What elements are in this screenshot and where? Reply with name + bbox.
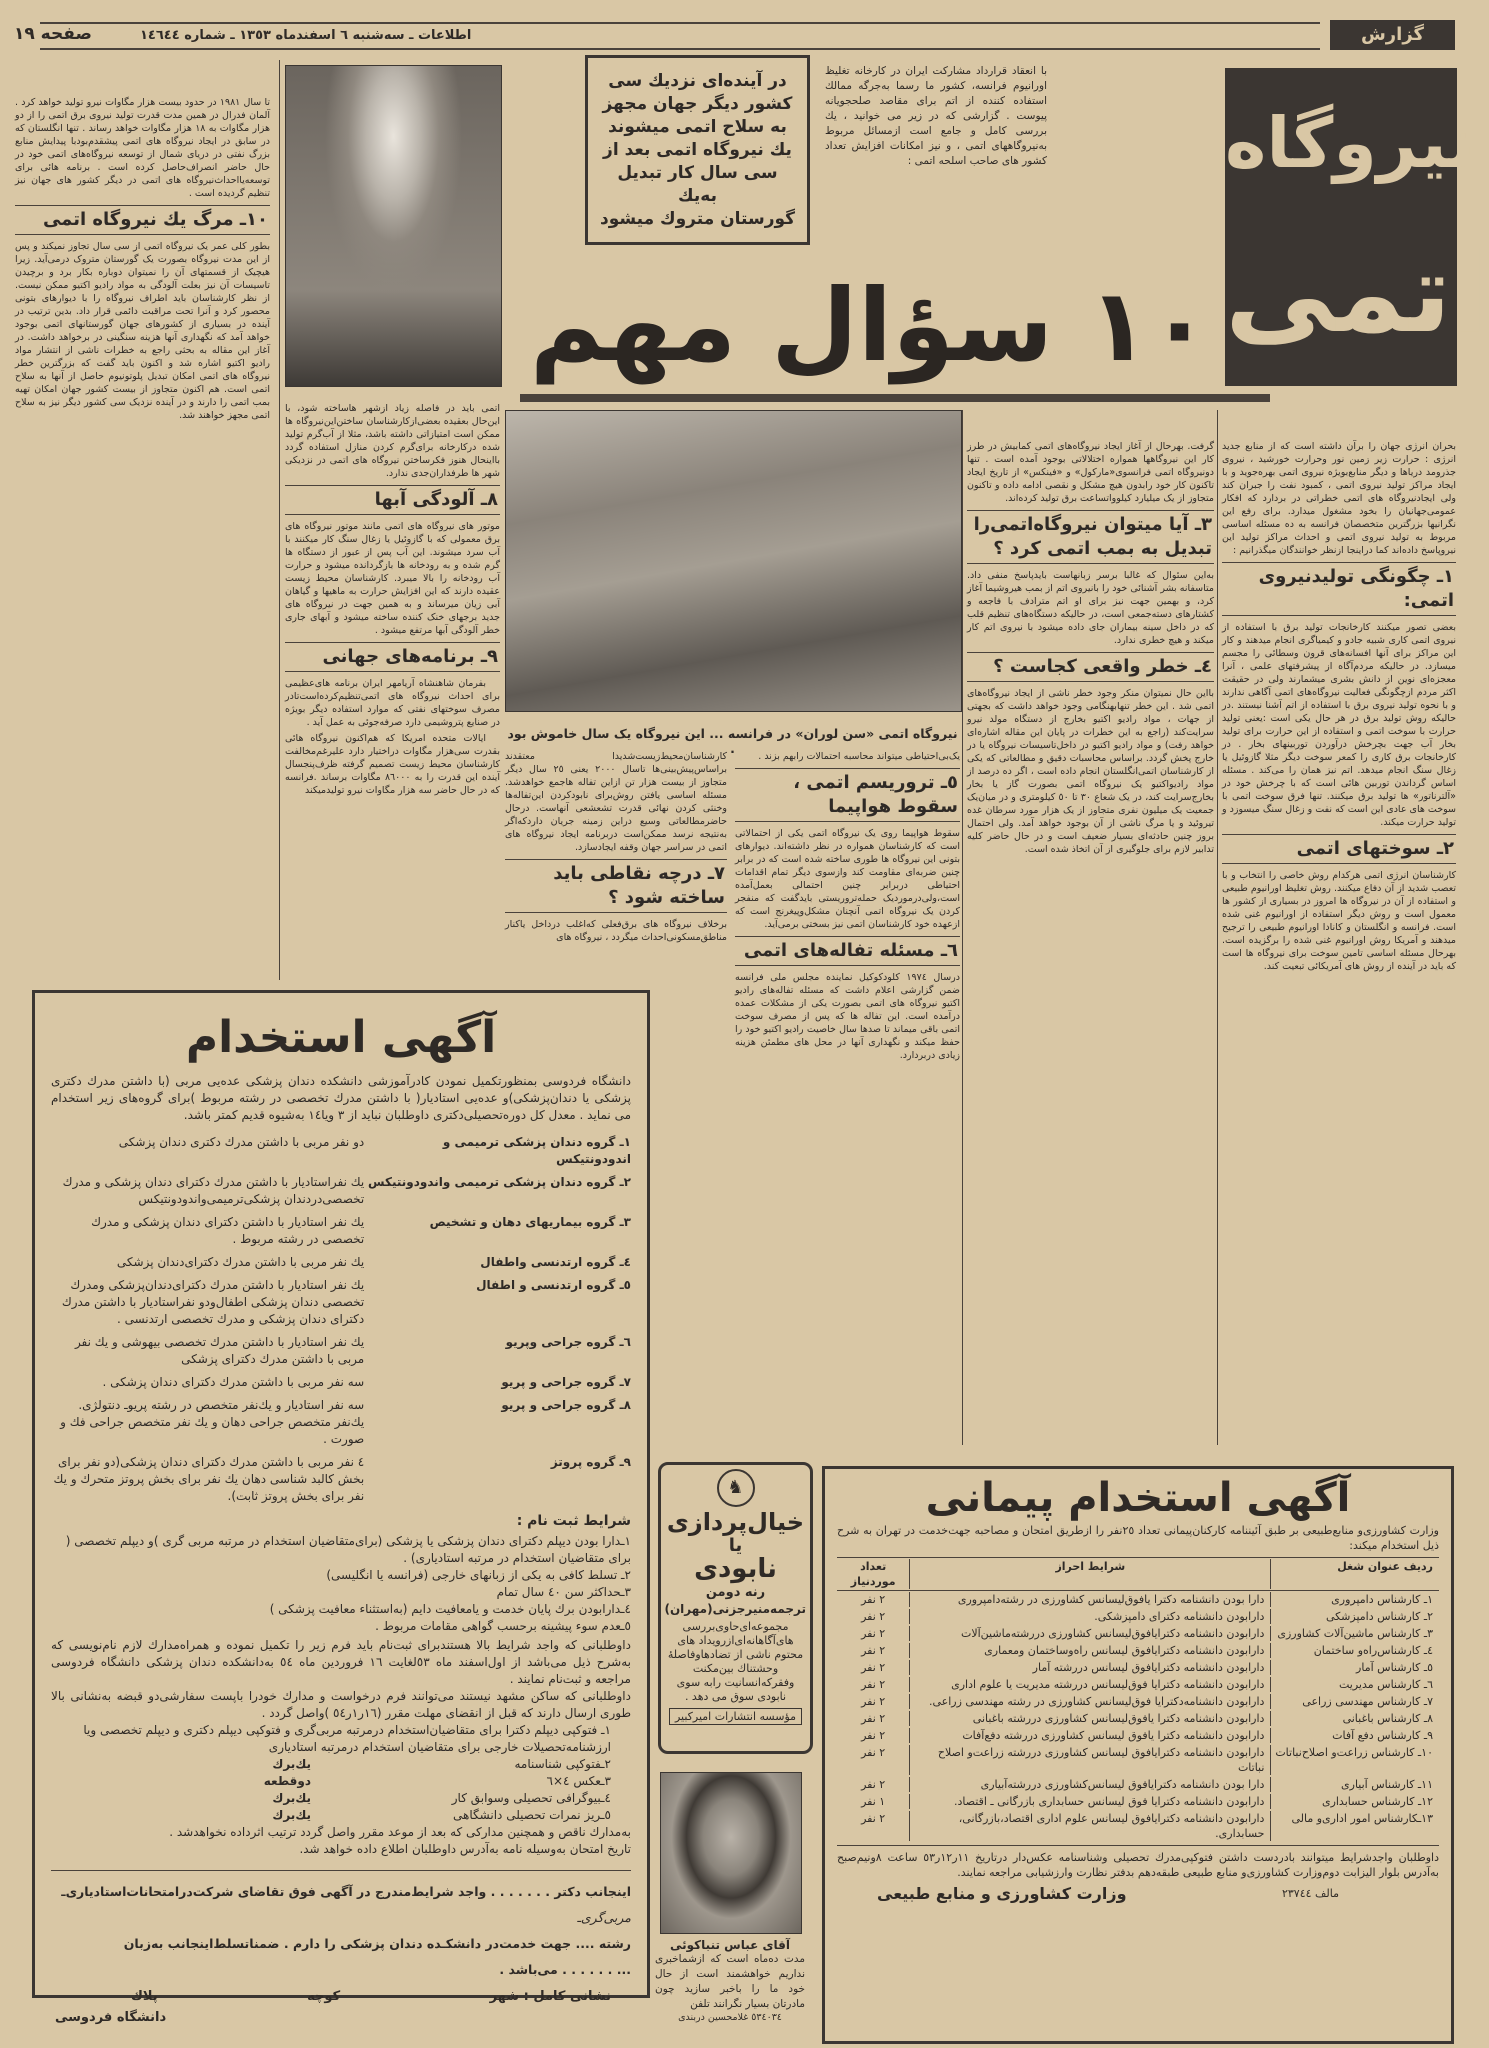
article-text: یک‌بی‌احتیاطی میتواند محاسبه احتمالات رابهم بزند .: [758, 751, 960, 762]
group-name: ٨ـ گروه جراحی و پریو: [501, 1398, 631, 1412]
job-count: ٢ نفر: [861, 1695, 886, 1708]
group-row: [51, 1454, 631, 1505]
column-header-job: ردیف عنوان شغل: [1270, 1559, 1439, 1589]
job-title: ٥ـ کارشناس آمار: [1270, 1660, 1439, 1675]
power-plant-photo: [505, 410, 962, 712]
group-requirement: سه نفر استادیار و یك‌نفر متخصص در رشته پریوـ دنتولژی. یك‌نفر متخصص جراحی دهان و یك نفر متخصص جراحی فك و صورت .: [60, 1398, 365, 1446]
article-text: گرفت. بهرحال از آغاز ایجاد نیروگاه‌های اتمی کمابیش در طرز کار این نیروگاهها همواره اختلالاتی بوجود آمده است . تنها دونیروگاه اتمی فرانسوی«مارکول» و «فینکس» از تاریخ ایجاد تاکنون کار خود رابدون هیچ مشکل و نقصی ادامه داده و تاکنون متجاوز از یک میلیارد کیلوواتساعت برق تولید کرده‌اند.: [967, 441, 1214, 504]
group-name: ٩ـ گروه پروتز: [550, 1455, 631, 1469]
group-name: ٧ـ گروه جراحی و پریو: [501, 1375, 631, 1389]
article-text: کارشناسان‌محیط‌زیست‌شدیدا معتقدند براساس‌پیش‌بینی‌ها تاسال ٢٠٠٠ یعنی ٢٥ سال دیگر متجاوز از بیست هزار تن ازاین تفاله هاجمع خواهدشد. مسئله اساسی یافتن روش‌برای نابودکردن این‌تفاله‌ها وخنثی کردن نهائی قدرت تشعشعی آنهاست. درحال حاضرمطالعاتی وسیع دراین زمینه جریان داردکه‌اگر به‌نتیجه نرسد ممکن‌است دربرنامه ایجاد نیروگاه های اتمی در سراسر جهان وقفه ایجادسازد.: [505, 751, 727, 853]
job-requirement: دارابودن دانشنامه دکترا یافوق‌لیسانس کشاورزی دررشته باغبانی: [909, 1711, 1270, 1726]
job-requirement: دارابودن دانشنامه دکترای دامپزشکی.: [909, 1609, 1270, 1624]
job-title: ٤ـ کارشناس‌راه‌و ساختمان: [1270, 1643, 1439, 1658]
paragraph: بفرمان شاهنشاه آریامهر ایران برنامه های‌عظیمی برای احداث نیروگاه های اتمی‌تنظیم‌کرده‌است‌تادر مصرف سوختهای نفتی که موارد استفاده دیگر بویژه در صنایع پتروشیمی دارد صرفه‌جوئی به عمل آید .: [285, 678, 500, 728]
table-row: [837, 1608, 1439, 1625]
quote-line: گورستان متروك میشود: [599, 209, 796, 229]
document-quantity: دوقطعه: [263, 1774, 311, 1788]
document-item: [51, 1756, 631, 1773]
quote-line: یك نیروگاه اتمی بعد از: [603, 140, 792, 160]
document-quantity: یك‌برك: [272, 1757, 311, 1771]
table-row: [837, 1659, 1439, 1676]
column-divider: [279, 60, 280, 980]
group-requirement: ٤ نفر مربی با داشتن مدرك دکترای دندان پزشکی(دو نفر برای بخش کالبد شناسی دهان یك نفر برای بخش پروتز متحرك و یك نفر برای بخش پروتز ثابت).: [53, 1455, 365, 1503]
book-title: خیال‌پردازی: [666, 1508, 805, 1536]
table-row: [837, 1727, 1439, 1744]
ad-paragraph: داوطلبانی که واجد شرایط بالا هستندبرای ثبت‌نام باید فرم زیر را تکمیل نموده و همراه‌مدارك لازم نام‌نویسی که به‌شرح ذیل می‌باشد از اول‌اسفند ماه ٥٣لغایت ١٦ فروردین ماه ٥٤ به‌دانشکده دندان پزشکی دانشگاه فردوسی مراجعه و ثبت‌نام نمایند .: [51, 1638, 631, 1686]
job-count: ١ نفر: [861, 1795, 886, 1808]
job-requirement: دارابودن دانشنامه دکترا یافوق لیسانس کشاورزی دررشته دفع‌آفات: [909, 1728, 1270, 1743]
form-line[interactable]: اینجانب دکتر . . . . . . . واجد شرایط‌مندرج در آگهی فوق تقاضای شرکت‌درامتحانات‌استادیاری‌ـ: [61, 1884, 631, 1899]
condition-item: ١ـدارا بودن دیپلم دکترای دندان پزشکی یا پزشکی (برای‌متقاضیان استخدام در مرتبه مربی گری )و دیپلم تخصصی ( برای متقاضیان استخدام در مرتبه استادیاری) .: [65, 1534, 631, 1565]
ad-signature: دانشگاه فردوسی: [55, 2010, 167, 2025]
ferdowsi-job-ad: [32, 990, 650, 2004]
document-name: ٥ـریز نمرات تحصیلی دانشگاهی: [453, 1808, 611, 1822]
job-title: ١٣ـکارشناس امور اداری‌و مالی: [1270, 1811, 1439, 1841]
section-heading-4: ٤ـ خطر واقعی کجاست ؟: [967, 652, 1214, 682]
article-text: اتمی باید در فاصله زیاد ازشهر هاساخته شود، با این‌حال بعقیده بعضی‌از‌کارشناسان ساختن‌این‌نیروگاه ها ممکن است امتیازاتی داشته باشد، مثلا از آب‌گرم تولید شده درکارخانه برای‌گرم کردن منازل استفاده گردد بااینحال هنوز فکرساختن نیروگاه های اتمی در نزدیکی شهر ها طرفداران‌جدی ندارد.: [285, 403, 500, 479]
article-text: موتور های نیروگاه های اتمی مانند موتور نیروگاه های برق معمولی که با گازوئیل یا زغال سنگ کار میکنند با آب سرد میشوند. این آب پس از عبور از دستگاه ها گرم شده و به رودخانه ها بازگردانده میشود و حرارت آب رودخانه را بالا میبرد. کارشناسان محیط زیست عقیده دارند که این افزایش حرارت به ماهیها و گیاهان آبی زیان میرساند و به همین جهت در نیروگاه های جدید برجهای خنک کننده ساخته میشود و آبهای جاری خطر آلودگی آبها مرتفع میشود .: [285, 521, 500, 636]
table-row: [837, 1810, 1439, 1842]
document-item: [51, 1722, 631, 1756]
book-title: نابودی: [694, 1554, 777, 1584]
ad-signature: وزارت کشاورزی و منابع طبیعی: [877, 1884, 1127, 1903]
group-row: [51, 1134, 631, 1168]
book-author: رنه دومن: [705, 1585, 766, 1600]
address-city-field[interactable]: نشانی کامل : شهر: [489, 1989, 611, 2004]
group-requirement: یك نفر مربی با داشتن مدرك دکترای‌دندان پزشکی: [116, 1255, 365, 1269]
condition-item: ٢ـ تسلط کافی به یکی از زبانهای خارجی (فرانسه یا انگلیسی): [326, 1568, 631, 1582]
table-row: [837, 1591, 1439, 1608]
document-name: ٢ـفتوکپی شناسنامه: [514, 1757, 611, 1771]
table-row: [837, 1625, 1439, 1642]
document-quantity: یك‌برك: [272, 1791, 311, 1805]
article-text: سقوط هواپیما روی یک نیروگاه اتمی یکی از احتمالاتی است که کارشناسان همواره در نظر داشته‌اند. دیوارهای بتونی این نیروگاه ها طوری ساخته شده است که در برابر چنین ضربه‌ای مقاومت کند وازسوی دیگر تمام اقدامات احتیاطی دربرابر چنین احتمالی بعمل‌آمده است،ولی‌درمورد‌یک حمله‌تروریستی بایدگفت که منفجر کردن یک نیروگاه اتمی آنچنان مشکل‌وپیغرنج است که ازعهده خود کارشناسان اتمی نیز بسختی برمی‌آید.: [735, 828, 960, 930]
conditions-heading: شرایط ثبت نام :: [516, 1513, 631, 1529]
group-row: [51, 1374, 631, 1391]
job-requirement: دارابودن دانشنامه دکترایا فوق لیسانس حسابداری بازرگانی ـ اقتصاد.: [909, 1794, 1270, 1809]
ad-intro: دانشگاه فردوسی بمنظورتکمیل نمودن کادرآموزشی دانشکده دندان پزشکی عده‌یی مربی (با داشتن مدرك دکتری پزشکی یا دندان‌پزشکی)و عده‌یی استادیار( با داشتن مدرك تخصصی در رشته مربوط )برای گروه‌های زیر استخدام می نماید . معدل کل دوره‌تحصیلی‌دکتری داوطلبان نباید از ٣ ویا١٤ به‌شیوه قدیم کمتر باشد.: [51, 1074, 631, 1122]
documents-list: [51, 1722, 631, 1824]
group-name: ٣ـ گروه بیماریهای دهان و تشخیص: [429, 1215, 631, 1229]
ad-paragraph: تاریخ امتحان به‌وسیله نامه به‌آدرس داوطلبان اطلاع داده خواهد شد.: [299, 1842, 631, 1856]
section-heading-7: ٧ـ درچه نقاطی باید ساخته شود ؟: [505, 859, 727, 913]
job-count: ٢ نفر: [861, 1778, 886, 1791]
group-requirement: یك نفر استادیار با داشتن مدرك دکترای‌دندان‌پزشکی ومدرك تخصصی دندان پزشکی اطفال‌ودو نفراستادیار با داشتن مدرك دکترای دندان پزشکی و مدرك تخصصی ارتدنسی .: [61, 1278, 365, 1326]
section-heading-10: ١٠ـ مرگ یك نیروگاه اتمی: [15, 205, 270, 235]
condition-item: ٣ـحداکثر سن ٤٠ سال تمام: [496, 1585, 631, 1599]
job-requirement: دارابودن دانشنامه دکترایا فوق‌لیسانس دررشته مدیریت یا علوم اداری: [909, 1677, 1270, 1692]
table-row: [837, 1710, 1439, 1727]
job-title: ١ـ کارشناس دامپروری: [1270, 1592, 1439, 1607]
group-row: [51, 1254, 631, 1271]
document-item: [51, 1790, 631, 1807]
headline-subtitle: ١٠ سؤال مهم: [529, 267, 1211, 384]
headline-box: [1225, 68, 1489, 386]
book-description: مجموعه‌ای‌حاوی‌بررسی های‌آگاهانه‌ای‌ازرویداد های محتوم ناشی از تضادهاوفاصلهٔ وحشتناك بین‌مکنت وفقرکه‌انسانیت رابه سوی نابودی سوق می دهد .: [667, 1620, 804, 1703]
address-street-field[interactable]: کوچه: [307, 1989, 341, 2004]
header-rule-bottom: [40, 48, 1320, 50]
job-count: ٢ نفر: [861, 1812, 886, 1825]
job-requirement: دارابودن دانشنامه دکترایافوق لیسانس کشاورزی دررشته زراعت‌و اصلاح نباتات: [909, 1745, 1270, 1775]
section-label: گزارش: [1330, 20, 1455, 50]
job-requirement: دارابودن دانشنامه‌دکترایا فوق‌لیسانس کشاورزی در رشته مهندسی زراعی.: [909, 1694, 1270, 1709]
headline-line1: نیروگاه: [1225, 102, 1476, 184]
column-left: [15, 96, 270, 422]
job-title: ٢ـ کارشناس دامپزشکی: [1270, 1609, 1439, 1624]
ad-groups-list: [51, 1134, 631, 1505]
job-requirement: دارا بودن دانشنامه دکترا یافوق‌لیسانس کشاورزی در رشته‌دامپروری: [909, 1592, 1270, 1607]
mushroom-cloud-photo: [285, 65, 502, 387]
quote-box: [585, 55, 810, 245]
group-name: ٥ـ گروه ارتدنسی و اطفال: [476, 1278, 631, 1292]
column-e: [1222, 440, 1456, 973]
address-plate-field[interactable]: پلاك: [131, 1989, 158, 2004]
group-row: [51, 1334, 631, 1368]
job-title: ١٢ـ کارشناس حسابداری: [1270, 1794, 1439, 1809]
book-title: یا: [728, 1535, 743, 1556]
form-line[interactable]: مربی‌گری‌ـ: [577, 1910, 631, 1925]
article-text: کارشناسان انرژی اتمی هرکدام روش خاصی را انتخاب و با تعصب شدید از آن دفاع میکنند. روش تغلیظ اورانیوم طبیعی و استفاده از آن در نیروگاه ها امروز در بسیاری از کشور ها معمول است و روش دیگر استفاده از اورانیوم غنی شده است. فرانسه و انگلستان و کانادا اورانیوم طبیعی را ترجیح میدهند و آمریکا روش اورانیوم غنی شده را برگزیده است. بهرحال مسئله اساسی تامین سوخت برای نیروگاه ها است که باید در آینده از روش های آمریکائی تبعیت کند.: [1222, 870, 1456, 972]
group-name: ٤ـ گروه ارتدنسی واطفال: [480, 1255, 631, 1269]
form-line[interactable]: ... . . . . . . می‌باشد .: [499, 1962, 631, 1977]
group-requirement: یك نفراستادیار با داشتن مدرك دکترای دندان پزشکی و مدرك تخصصی‌دردندان پزشکی‌ترمیمی‌واندودونتیکس: [62, 1175, 365, 1206]
article-text: برخلاف نیروگاه های برق‌فعلی که‌اغلب درداخل یاکنار مناطق‌مسکونی‌احداث میگردد ، نیروگاه های: [505, 919, 727, 943]
job-title: ١١ـ کارشناس آبیاری: [1270, 1777, 1439, 1792]
dateline: اطلاعات ـ سه‌شنبه ٦ اسفندماه ١٣٥٣ ـ شماره ١٤٦٤٤: [140, 28, 472, 43]
notice-text: مدت ده‌ماه است که ازشماخبری نداریم خواهشمند است از حال خود ما را باخبر سازید چون مادرتان بسیار نگرانند تلفن: [655, 1953, 805, 2010]
section-heading-5: ٥ـ تروریسم اتمی ، سقوط هواپیما: [735, 768, 960, 822]
column-d: [967, 440, 1214, 856]
article-text: درسال ١٩٧٤ کلودکوکیل نماینده مجلس ملی فرانسه ضمن گزارشی اعلام داشت که مسئله تفاله‌های رادیو اکتیو نیروگاه های اتمی بصورت یکی از مشکلات عمده درآمده است. این تفاله ها که پس از مصرف سوخت اتمی باقی میماند تا صدها سال خاصیت رادیو اکتیو خود را حفظ میکند و نگهداری آنها در محل های مطمئن هزینه زیادی دربردارد.: [735, 972, 960, 1061]
group-name: ٢ـ گروه دندان پزشکی ترمیمی واندودونتیکس: [368, 1175, 631, 1189]
column-header-requirements: شرایط احراز: [909, 1559, 1270, 1589]
quote-line: در آینده‌ای نزدیك سی: [608, 71, 787, 91]
table-row: [837, 1676, 1439, 1693]
section-heading-3: ٣ـ آیا میتوان نیروگاه‌اتمی‌را تبدیل به بمب اتمی کرد ؟: [967, 510, 1214, 564]
table-row: [837, 1744, 1439, 1776]
group-row: [51, 1277, 631, 1328]
column-header-count: تعداد موردنیاز: [850, 1560, 896, 1588]
table-row: [837, 1793, 1439, 1810]
section-heading-2: ٢ـ سوختهای اتمی: [1222, 834, 1456, 864]
job-count: ٢ نفر: [861, 1678, 886, 1691]
document-item: [51, 1807, 631, 1824]
table-header: [837, 1557, 1439, 1591]
ad-paragraph: به‌مدارك ناقص و همچنین مدارکی که بعد از موعد مقرر واصل گردد ترتیب اثرداده نخواهدشد .: [169, 1825, 631, 1839]
notice-signature: ٥٣٤٠٣٤ غلامحسین دربندی: [678, 2012, 782, 2023]
table-row: [837, 1776, 1439, 1793]
group-requirement: یك نفر استادیار با داشتن دکترای دندان پزشکی و مدرك تخصصی در رشته مربوط .: [91, 1215, 365, 1246]
document-name: ٣ـعکس ٤×٦: [546, 1774, 611, 1788]
section-heading-8: ٨ـ آلودگی آبها: [285, 485, 500, 515]
group-requirement: دو نفر مربی با داشتن مدرك دکتری دندان پزشکی: [118, 1135, 365, 1149]
section-heading-6: ٦ـ مسئله تفاله‌های اتمی: [735, 936, 960, 966]
job-title: ٩ـ کارشناس دفع آفات: [1270, 1728, 1439, 1743]
jobs-table: [837, 1591, 1439, 1842]
intro-text: با انعقاد قرارداد مشارکت ایران در کارخانه تغلیظ اورانیوم فرانسه، کشور ما رسما به‌جرگه ممالك استفاده کننده از اتم برای مقاصد صلحجویانه پیوست . گزارشی که در زیر می خوانید ، یك بررسی کامل و جامع است ازمسائل مربوط به‌نیروگاههای اتمی ، و نیز امکانات افزایش تعداد کشور های صاحب اسلحه اتمی :: [825, 65, 1047, 167]
job-title: ٣ـ کارشناس ماشین‌آلات کشاورزی: [1270, 1626, 1439, 1641]
column-photo: [285, 402, 500, 800]
job-count: ٢ نفر: [861, 1593, 886, 1606]
document-quantity: یك‌برك: [272, 1808, 311, 1822]
section-heading-9: ٩ـ برنامه‌های جهانی: [285, 642, 500, 672]
article-text: بطور کلی عمر یک نیروگاه اتمی از سی سال تجاوز نمیکند و پس از این مدت نیروگاه بصورت یک گورستان متروک درمی‌آید. زیرا هیچیک از قسمتهای آن را نمیتوان دوباره بکار برد و برچیدن تاسیسات آن نیز بعلت آلودگی به مواد رادیو اکتیو ممکن نیست. از نظر کارشناسان باید اطراف نیروگاه را با دیوارهای بتونی محصور کرد و آنرا تحت مراقبت دائمی قرار داد. بدین ترتیب در آینده در بسیاری از کشورهای جهان گورستانهای اتمی بوجود خواهد آمد که نگهداری آنها هزینه سنگینی در برخواهد داشت. در آغاز این مقاله به بحثی راجع به خطرات ناشی از انتشار مواد رادیو اکتیو اشاره شد و اکنون باید گفت که بزرگترین خطر نیروگاه های اتمی امکان تبدیل پلوتونیوم حاصل از آنها به سلاح اتمی است. هم اکنون متجاوز از بیست کشور جهان امکان تهیه بمب اتمی را دارند و در آینده نزدیک سی کشور دیگر نیز به سلاح اتمی مجهز خواهند شد.: [15, 241, 270, 421]
job-title: ٨ـ کارشناس باغبانی: [1270, 1711, 1439, 1726]
article-lead: بحران انرژی جهان را برآن داشته است که از منابع جدید انرژی : حرارت زیر زمین نور وحرارت خورشید ، نیروی جذرومد دریاها و دیگر منابع‌بویژه نیروی اتمی بهره‌جوید و با ایجاد مراکز تولید نیروی اتمی ، کمبود نفت را جبران کند ولی ایجادنیروگاه های اتمی خطراتی در بردارد که افکار عمومی‌جهانیان را بخود مشغول میدارد. برای رفع این نگرانیها بزرگترین متخصصان فرانسه به ده مسئله اساسی مربوط به تولید نیروی اتمی و احداث مراکز تولید این نیروپاسخ داده‌اند کما دراینجا ازنظر خوانندگان میگذرانیم :: [1222, 441, 1456, 556]
headline-underline: [520, 394, 1270, 402]
group-requirement: یك نفر استادیار با داشتن مدرك تخصصی بیهوشی و یك نفر مربی با داشتن مدرك دکترای پزشکی: [74, 1335, 365, 1366]
column-b: [505, 750, 727, 944]
job-requirement: دارابودن دانشنامه دکترایافوق لیسانس دررشته آمار: [909, 1660, 1270, 1675]
column-divider: [962, 410, 963, 1445]
portrait-photo: [660, 1772, 802, 1934]
conditions-list: [51, 1533, 631, 1635]
personal-notice: [655, 1938, 805, 2023]
headline-line2: اتمی: [1225, 229, 1489, 357]
job-count: ٢ نفر: [861, 1644, 886, 1657]
group-row: [51, 1174, 631, 1208]
section-heading-1: ١ـ چگونگی تولیدنیروی اتمی:: [1222, 562, 1456, 616]
article-text: بااین حال نمیتوان منکر وجود خطر ناشی از ایجاد نیروگاه‌های اتمی شد . این خطر تنهابهنگامی وجود خواهد داشت که بجهتی از جهات ، مواد رادیو اکتیو بخارج از دستگاه مولد نیرو سرایت‌کند (راجع به این خطرات در پایان این مقاله اشاره‌ای خواهد رفت) و مواد رادیو اکتیو در داخل‌تاسیسات نیروگاه یا در خارج پخش گردد. براساس محاسبات دقیق و مطالعاتی که یکی از کارشناسان اتمی‌انگلستان انجام داده است ، اگر ده درصد از مواد رادیواکتیو یک نیروگاه اتمی بصورت گاز یا بخار بخارج‌سرایت کند، در یک شعاع ٣٠ تا ٥٠ کیلومتری و در میان‌یک جمعیت یک میلیون نفری متجاوز از یک هزار مورد سرطان غده تیروئید و یا مرگ ناشی از آن بوجود خواهد آمد. ولی احتمال بروز چنین حادثه‌ای بسیار ضعیف است و در حال حاضر کلیه تدابیر لازم برای جلوگیری از آن اتخاذ شده است.: [967, 688, 1214, 855]
ad-footer: داوطلبان واجدشرایط میتوانند بادردست داشتن فتوکپی‌مدرك تحصیلی وشناسنامه عکس‌دار درتاریخ ١١ر١٢ر٥٣ ساعت ٨ونیم‌صبح به‌آدرس بلوار الیزابت دوم‌وزارت کشاورزی‌و منابع طبیعی طبقه‌دهم بدفتر نظارت وارزشیابی مراجعه نمایند.: [837, 1845, 1439, 1880]
job-count: ٢ نفر: [861, 1627, 886, 1640]
book-translator: ترجمه‌منیرجزنی(مهران): [664, 1602, 806, 1616]
ad-title: آگهی استخدام پیمانی: [925, 1475, 1351, 1521]
page-number: صفحه ١٩: [14, 24, 92, 44]
column-divider: [1217, 410, 1218, 1445]
group-name: ٦ـ گروه جراحی وپریو: [505, 1335, 631, 1349]
group-name: ١ـ گروه دندان پزشکی ترمیمی و اندودونتیکس: [442, 1135, 631, 1166]
column-c: [735, 750, 960, 1062]
article-text: تا سال ١٩٨١ در حدود بیست هزار مگاوات نیرو تولید خواهد کرد . آلمان فدرال در همین مدت قدرت تولید نیروی برق اتمی را از دو هزار مگاوات به ١٨ هزار مگاوات خواهد رساند . تنها انگلستان که در سابق در ایجاد نیروگاه های اتمی پیشقدم‌بودبا پیدایش منابع بزرگ نفتی در دریای شمال از توسعه نیروگاه‌های اتمی خود در حال حاضر انصراف‌حاصل کرده است . برنامه هائی برای توسعه‌یااحداث‌نیروگاه های اتمی در دیگر کشور های جهان نیز تنظیم گردیده است .: [15, 97, 270, 199]
job-requirement: دارابودن دانشنامه دکترایافوق لیسانس علوم اداری اقتصاد،بازرگانی، حسابداری.: [909, 1811, 1270, 1841]
job-count: ٢ نفر: [861, 1610, 886, 1623]
table-row: [837, 1642, 1439, 1659]
article-text: به‌این سئوال که غالبا برسر زبانهاست بایدپاسخ منفی داد. متاسفانه بشر آشنائی خود را بانیروی اتم از بمب هیروشیما آغاز کرد، و بهمین جهت نیز برای او اتم مترادف با فاجعه و کشتارهای دسته‌جمعی است، در حالیکه دستگاه‌های تنظیم قلب که در داخل سینه بیماران جای داده میشود با نیروی اتم کار میکند و هیچ خطری ندارد.: [967, 570, 1214, 646]
quote-line: سی سال کار تبدیل به‌یك: [617, 163, 778, 206]
ad-intro: وزارت کشاورزی‌و منابع‌طبیعی بر طبق آئیننامه کارکنان‌پیمانی تعداد ٢٥نفر را ازطریق امتحان و مصاحبه جهت‌خدمت در تهران به شرح ذیل استخدام میکند:: [837, 1524, 1439, 1552]
job-title: ٦ـ کارشناس مدیریت: [1270, 1677, 1439, 1692]
ad-title: آگهی استخدام: [185, 1012, 497, 1063]
job-requirement: دارا بودن دانشنامه دکترایافوق لیسانس‌کشاورزی دررشته‌آبیاری: [909, 1777, 1270, 1792]
group-row: [51, 1214, 631, 1248]
notice-name: آقای عباس تنباکوئی: [670, 1938, 790, 1952]
ministry-job-ad: [822, 1466, 1454, 2044]
document-item: [51, 1773, 631, 1790]
quote-line: کشور دیگر جهان مجهز: [602, 94, 793, 114]
job-count: ٢ نفر: [861, 1712, 886, 1725]
header-rule-top: [40, 22, 1320, 24]
job-count: ٢ نفر: [861, 1746, 886, 1759]
group-row: [51, 1397, 631, 1448]
job-title: ١٠ـ کارشناس زراعت‌و اصلاح‌نباتات: [1270, 1745, 1439, 1775]
document-name: ٤ـبیوگرافی تحصیلی وسوابق کار: [451, 1791, 611, 1805]
document-name: ١ـ فتوکپی دیپلم دکترا برای متقاضیان‌استخدام درمرتبه مربی‌گری و فتوکپی دیپلم دکتری و دیپلم تخصصی ویا ارزشنامه‌تحصیلات خارجی برای متقاضیان استخدام درمرتبه استادیاری: [83, 1723, 611, 1754]
article-text: [285, 677, 500, 797]
ad-paragraph: داوطلبانی که ساکن مشهد نیستند می‌توانند فرم درخواست و مدارك خودرا باپست سفارشی‌دو قبضه به‌نشانی بالا طوری ارسال دارند که قبل از انقضای مهلت مقرر (١٦ر١ر٥٤ )واصل گردد .: [51, 1689, 631, 1720]
photo-caption: نیروگاه اتمی «سن لوران» در فرانسه ... این نیروگاه یک سال خاموش بود .: [507, 726, 958, 756]
book-ad: [658, 1462, 813, 1754]
condition-item: ٤ـدارابودن برك پایان خدمت و یامعافیت دایم (به‌استثناء معافیت پزشکی ): [269, 1602, 631, 1616]
publisher-label: مؤسسه انتشارات امیرکبیر: [669, 1708, 802, 1725]
condition-item: ٥ـعدم سوء پیشینه برحسب گواهی مقامات مربوط .: [375, 1619, 631, 1633]
job-requirement: دارابودن دانشنامه دکترایافوق‌لیسانس کشاورزی دررشته‌ماشین‌آلات: [909, 1626, 1270, 1641]
ad-code: مالف ٢٣٧٤٤: [1281, 1887, 1339, 1900]
job-count: ٢ نفر: [861, 1661, 886, 1674]
job-count: ٢ نفر: [861, 1729, 886, 1742]
article-text: بعضی تصور میکنند کارخانجات تولید برق با استفاده از نیروی اتمی کاری شبیه جادو و کیمیاگری انجام میدهند و کار این مراکز برای آنها افسانه‌های قرون وسطائی را مجسم میسازد. در حالیکه مردم‌آگاه از پیشرفتهای علمی ، آنرا معجزه‌ای نوین از دانش بشری میشمارند ولی در حقیقت اکثر مردم ازچگونگی فعالیت نیروگاه‌های اتمی آگاهی ندارند و با نحوه تولید نیروی برق با استفاده از اتم آشنا نیستند .در حالیکه روش تولید برق در هر حال یکی است :یعنی تولید حرارت با سوخت اتمی و استفاده از این حرارت برای تولید بخار آب جهت بچرخش درآوردن توربینهای بخار . در کارخانجات برق کاری را کمعر سوخت دیگر مثلا گازوئیل یا زغال سنگ انجام میدهد. اتم نیز همان را می‌کند . مسئله اساس گرداندن توربین هائی است که با چرخش خود در «آلترناتور» ها تولید برق میکنند. تنها فرق سوخت اتمی با سوخت های عادی این است که نفت و زغال سنگ میسوزد و تولید حرارت میکند.: [1222, 622, 1456, 828]
table-row: [837, 1693, 1439, 1710]
group-requirement: سه نفر مربی با داشتن مدرك دکترای دندان پزشکی .: [102, 1375, 365, 1389]
chariot-logo-icon: ♞: [717, 1469, 755, 1507]
job-requirement: دارابودن دانشنامه دکترایافوق لیسانس راه‌وساختمان ومعماری: [909, 1643, 1270, 1658]
job-title: ٧ـ کارشناس مهندسی زراعی: [1270, 1694, 1439, 1709]
paragraph: ایالات متحده امریکا که هم‌اکنون نیروگاه هائی بقدرت سی‌هزار مگاوات دراختیار دارد علیرغم‌مخالفت کارشناسان محیط زیست تصمیم گرفته ظرف‌پنجسال آینده این قدرت را به ٨٦٠٠٠ مگاوات برساند .فرانسه که در حال حاضر سه هزار مگاوات نیرو تولیدمیکند: [285, 733, 500, 796]
form-line[interactable]: رشته .... جهت خدمت‌در دانشکـده دندان پزشکی را دارم . ضمنا‌تسلط‌اینجانب به‌زبان: [123, 1936, 631, 1951]
quote-line: به سلاح اتمی میشوند: [608, 117, 787, 137]
